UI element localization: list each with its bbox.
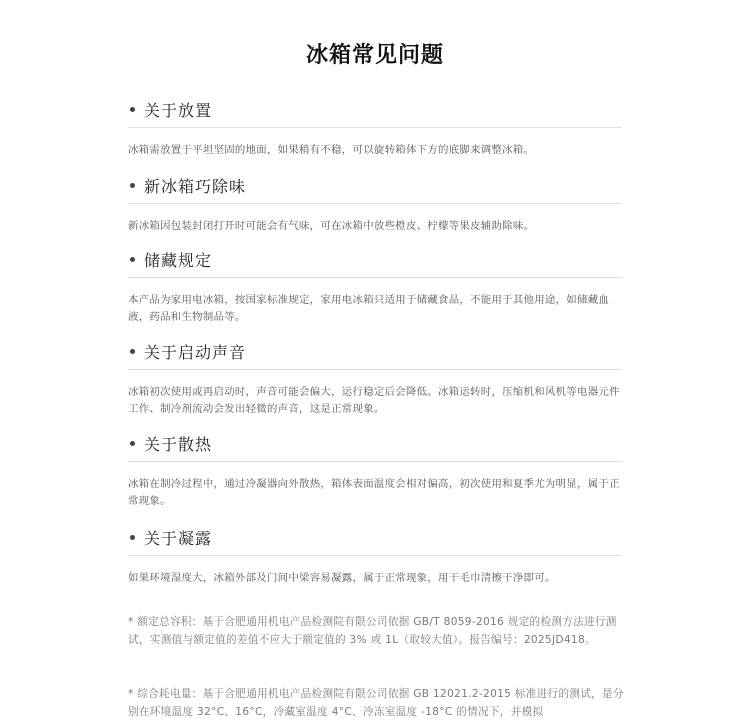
section-header — [128, 247, 622, 271]
footnote-power-consumption: * 综合耗电量：基于合肥通用机电产品检测院有限公司依据 GB 12021.2-2015 标准进行的测试，是分别在环境温度 32°C、16°C，冷藏室温度 4°C、冷冻室温度 -18°C 的情况下，并模拟 — [128, 688, 624, 718]
bullet-icon — [130, 441, 135, 446]
faq-section-odor-removal — [128, 173, 622, 235]
section-title: 关于凝露 — [144, 528, 213, 548]
section-header — [128, 173, 622, 197]
section-divider — [128, 277, 622, 278]
section-text: 冰箱需放置于平坦坚固的地面，如果稍有不稳，可以旋转箱体下方的底脚来调整冰箱。 — [128, 144, 535, 156]
section-text: 如果环境湿度大，冰箱外部及门间中梁容易凝露，属于正常现象，用干毛巾清擦干净即可。 — [128, 572, 556, 584]
section-divider — [128, 203, 622, 204]
faq-section-storage-rules — [128, 247, 622, 326]
section-header — [128, 97, 622, 121]
faq-section-heat-dissipation — [128, 431, 622, 510]
section-title: 新冰箱巧除味 — [144, 176, 247, 196]
section-title: 关于放置 — [144, 100, 213, 120]
bullet-icon — [130, 349, 135, 354]
section-text: 新冰箱因包装封闭打开时可能会有气味，可在冰箱中放些橙皮、柠檬等果皮辅助除味。 — [128, 220, 535, 232]
bullet-icon — [130, 183, 135, 188]
faq-section-condensation — [128, 525, 622, 587]
section-header — [128, 339, 622, 363]
section-title: 关于散热 — [144, 434, 213, 454]
section-text: 冰箱初次使用或再启动时，声音可能会偏大，运行稳定后会降低。冰箱运转时，压缩机和风机等电器元件工作、制冷剂流动会发出轻微的声音，这是正常现象。 — [128, 386, 620, 415]
section-divider — [128, 555, 622, 556]
section-header — [128, 525, 622, 549]
footnote-rated-volume: * 额定总容积：基于合肥通用机电产品检测院有限公司依据 GB/T 8059-2016 规定的检测方法进行测试，实测值与额定值的差值不应大于额定值的 3% 或 1L（取较大值）。报告编号：2025JD418。 — [128, 616, 617, 646]
page-title: 冰箱常见问题 — [305, 43, 444, 68]
bullet-icon — [130, 535, 135, 540]
section-divider — [128, 369, 622, 370]
section-divider — [128, 127, 622, 128]
section-header — [128, 431, 622, 455]
faq-section-startup-sound — [128, 339, 622, 418]
section-divider — [128, 461, 622, 462]
bullet-icon — [130, 107, 135, 112]
section-title: 关于启动声音 — [144, 342, 247, 362]
section-title: 储藏规定 — [144, 250, 213, 270]
bullet-icon — [130, 257, 135, 262]
section-text: 本产品为家用电冰箱，按国家标准规定，家用电冰箱只适用于储藏食品，不能用于其他用途，如储藏血液，药品和生物制品等。 — [128, 294, 610, 323]
section-text: 冰箱在制冷过程中，通过冷凝器向外散热，箱体表面温度会相对偏高，初次使用和夏季尤为明显，属于正常现象。 — [128, 478, 620, 507]
faq-section-placement — [128, 97, 622, 159]
